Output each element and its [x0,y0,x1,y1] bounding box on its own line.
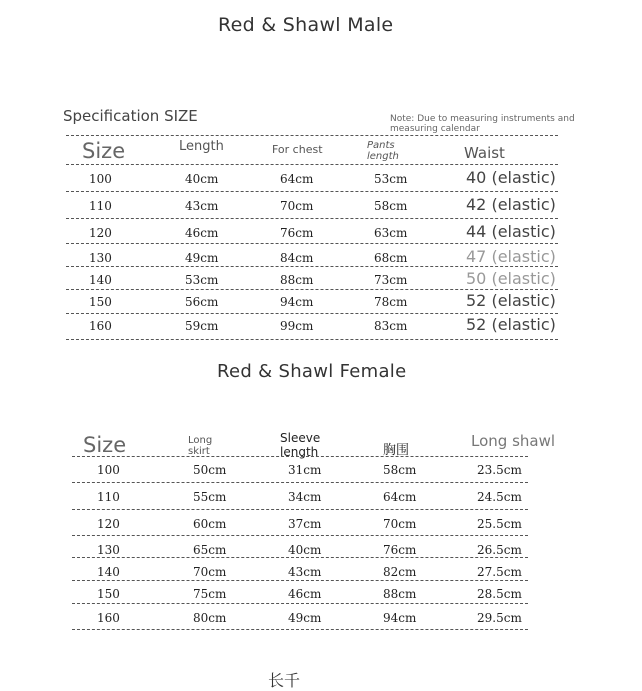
table-cell: 140 [97,565,120,579]
male-title: Red & Shawl Male [218,14,394,36]
female-header-shawl: Long shawl [471,432,556,450]
table-cell: 150 [97,587,120,601]
table-cell: 64cm [383,490,417,504]
table-cell: 31cm [288,463,322,477]
table-cell: 52 (elastic) [466,315,556,334]
table-cell: 110 [97,490,120,504]
table-cell: 110 [89,199,112,213]
footer-fragment: 长千 [268,671,301,690]
table-cell: 80cm [193,611,227,625]
table-cell: 78cm [374,295,408,309]
table-cell: 100 [97,463,120,477]
male-header-length: Length [179,139,224,154]
female-header-size: Size [83,433,127,457]
table-cell: 70cm [383,517,417,531]
table-rule [66,339,558,340]
table-cell: 100 [89,172,112,186]
table-cell: 34cm [288,490,322,504]
table-cell: 46cm [288,587,322,601]
table-rule [72,580,528,581]
table-rule [66,218,558,219]
table-rule [66,191,558,192]
male-header-pants: Pants length [367,140,399,162]
table-rule [66,164,558,165]
table-rule [66,289,558,290]
table-cell: 83cm [374,319,408,333]
male-header-chest: For chest [272,143,323,156]
table-cell: 84cm [280,251,314,265]
female-title: Red & Shawl Female [217,361,407,382]
measuring-note: Note: Due to measuring instruments and measuring calendar [390,114,575,134]
table-cell: 160 [97,611,120,625]
table-rule [66,243,558,244]
table-cell: 76cm [383,543,417,557]
table-cell: 40 (elastic) [466,168,556,187]
table-cell: 140 [89,273,112,287]
table-cell: 88cm [280,273,314,287]
table-cell: 58cm [383,463,417,477]
table-cell: 24.5cm [477,490,522,504]
table-cell: 40cm [185,172,219,186]
table-cell: 53cm [185,273,219,287]
table-cell: 58cm [374,199,408,213]
table-rule [72,629,528,630]
table-cell: 88cm [383,587,417,601]
table-rule [72,603,528,604]
table-rule [66,266,558,267]
table-rule [72,482,528,483]
table-rule [66,313,558,314]
female-header-skirt: Long skirt [188,435,213,457]
table-cell: 94cm [383,611,417,625]
table-rule [72,557,528,558]
table-cell: 70cm [193,565,227,579]
table-cell: 26.5cm [477,543,522,557]
table-cell: 64cm [280,172,314,186]
table-cell: 49cm [185,251,219,265]
table-rule [72,456,528,457]
spec-label: Specification SIZE [63,107,198,125]
table-rule [72,535,528,536]
table-cell: 23.5cm [477,463,522,477]
table-cell: 99cm [280,319,314,333]
table-cell: 150 [89,295,112,309]
table-cell: 47 (elastic) [466,247,556,266]
table-cell: 50 (elastic) [466,269,556,288]
table-rule [72,509,528,510]
table-cell: 52 (elastic) [466,291,556,310]
female-header-bust: 胸围 [383,443,410,458]
table-cell: 25.5cm [477,517,522,531]
table-cell: 59cm [185,319,219,333]
table-cell: 65cm [193,543,227,557]
table-cell: 70cm [280,199,314,213]
table-cell: 46cm [185,226,219,240]
table-cell: 44 (elastic) [466,222,556,241]
table-cell: 82cm [383,565,417,579]
table-cell: 55cm [193,490,227,504]
table-cell: 49cm [288,611,322,625]
table-cell: 28.5cm [477,587,522,601]
table-cell: 94cm [280,295,314,309]
male-header-waist: Waist [464,144,505,162]
table-cell: 73cm [374,273,408,287]
male-table-top-rule [66,135,558,136]
table-cell: 160 [89,319,112,333]
table-cell: 42 (elastic) [466,195,556,214]
table-cell: 60cm [193,517,227,531]
table-cell: 37cm [288,517,322,531]
table-cell: 53cm [374,172,408,186]
table-cell: 56cm [185,295,219,309]
table-cell: 40cm [288,543,322,557]
table-cell: 63cm [374,226,408,240]
table-cell: 75cm [193,587,227,601]
table-cell: 43cm [288,565,322,579]
table-cell: 29.5cm [477,611,522,625]
table-cell: 120 [97,517,120,531]
female-header-sleeve: Sleeve length [280,431,321,459]
table-cell: 130 [89,251,112,265]
table-cell: 130 [97,543,120,557]
table-cell: 50cm [193,463,227,477]
table-cell: 68cm [374,251,408,265]
table-cell: 76cm [280,226,314,240]
table-cell: 43cm [185,199,219,213]
table-cell: 120 [89,226,112,240]
table-cell: 27.5cm [477,565,522,579]
male-header-size: Size [82,139,126,163]
